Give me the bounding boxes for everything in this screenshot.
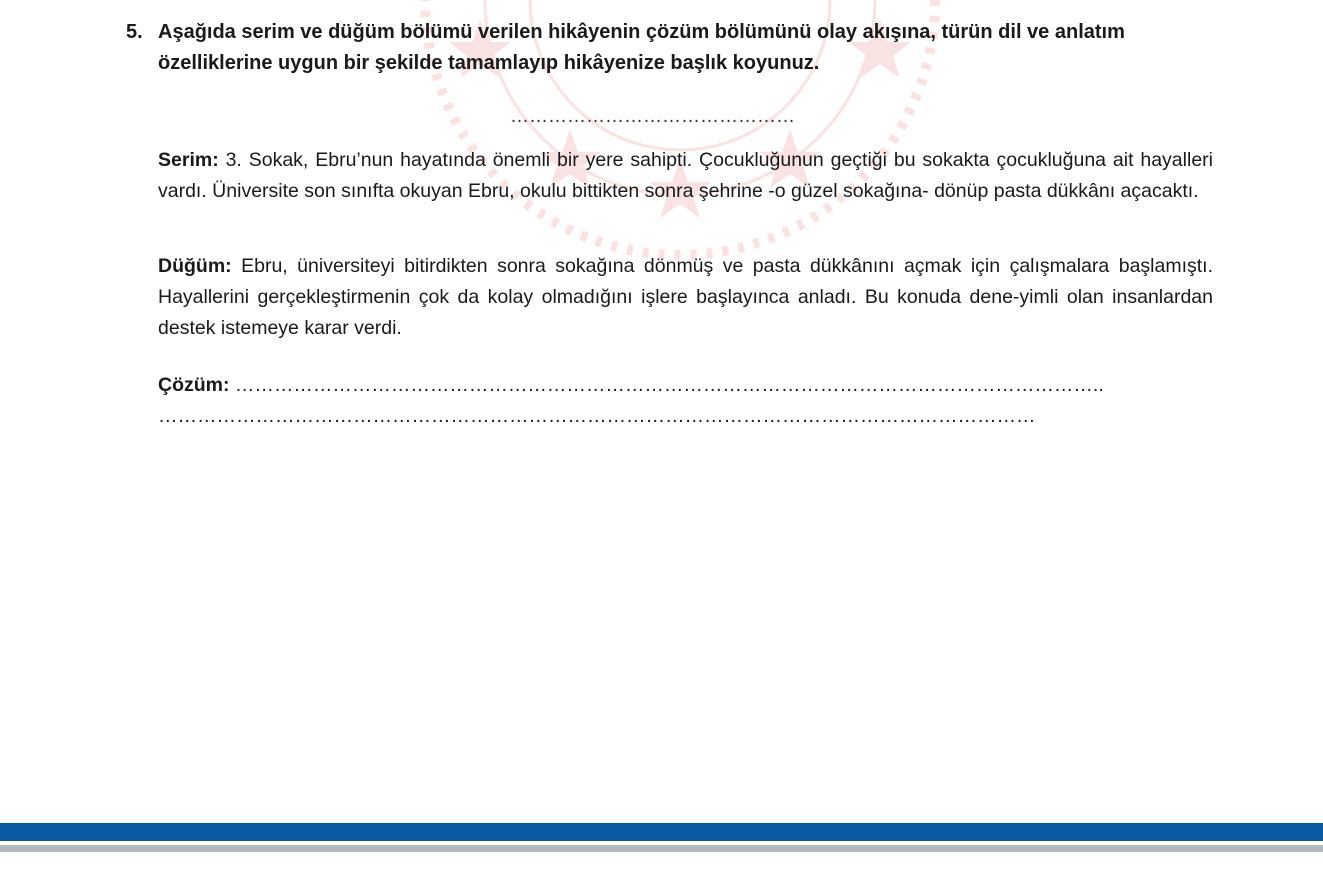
serim-label: Serim: [158, 149, 219, 171]
footer-blue-bar [0, 823, 1323, 841]
cozum-blank-2: ……………………………………………………………………………………………………………………… [158, 405, 1036, 427]
question-block [126, 17, 1216, 79]
cozum-blank-1: …………………………………………………………………………………………………………………….. [229, 374, 1104, 396]
question-text: Aşağıda serim ve düğüm bölümü verilen hikâyenin çözüm bölümünü olay akışına, türün dil ve anlatım özelliklerine uygun bir şekilde tamamlayıp hikâyenize başlık koyunuz. [158, 21, 1125, 74]
title-blank: ……………………………………… [510, 106, 795, 127]
question-number: 5. [126, 21, 143, 43]
dugum-label: Düğüm: [158, 255, 232, 277]
dugum-paragraph [158, 251, 1213, 344]
cozum-label: Çözüm: [158, 374, 230, 396]
cozum-line [158, 370, 1218, 401]
serim-paragraph [158, 145, 1213, 207]
serim-text: 3. Sokak, Ebru’nun hayatında önemli bir yere sahipti. Çocukluğunun geçtiği bu sokakta çocukluğuna ait hayalleri vardı. Üniversite son sınıfta okuyan Ebru, okulu bittikten sonra şehrine -o güzel sokağına- dönüp pasta dükkânı açacaktı. [158, 149, 1213, 202]
footer-gray-bar [0, 845, 1323, 852]
dugum-text: Ebru, üniversiteyi bitirdikten sonra sokağına dönmüş ve pasta dükkânını açmak için çalışmalara başlamıştı. Hayallerini gerçekleştirmenin çok da kolay olmadığını işlere başlayınca anladı. Bu konuda dene-yimli olan insanlardan destek istemeye karar verdi. [158, 255, 1213, 339]
